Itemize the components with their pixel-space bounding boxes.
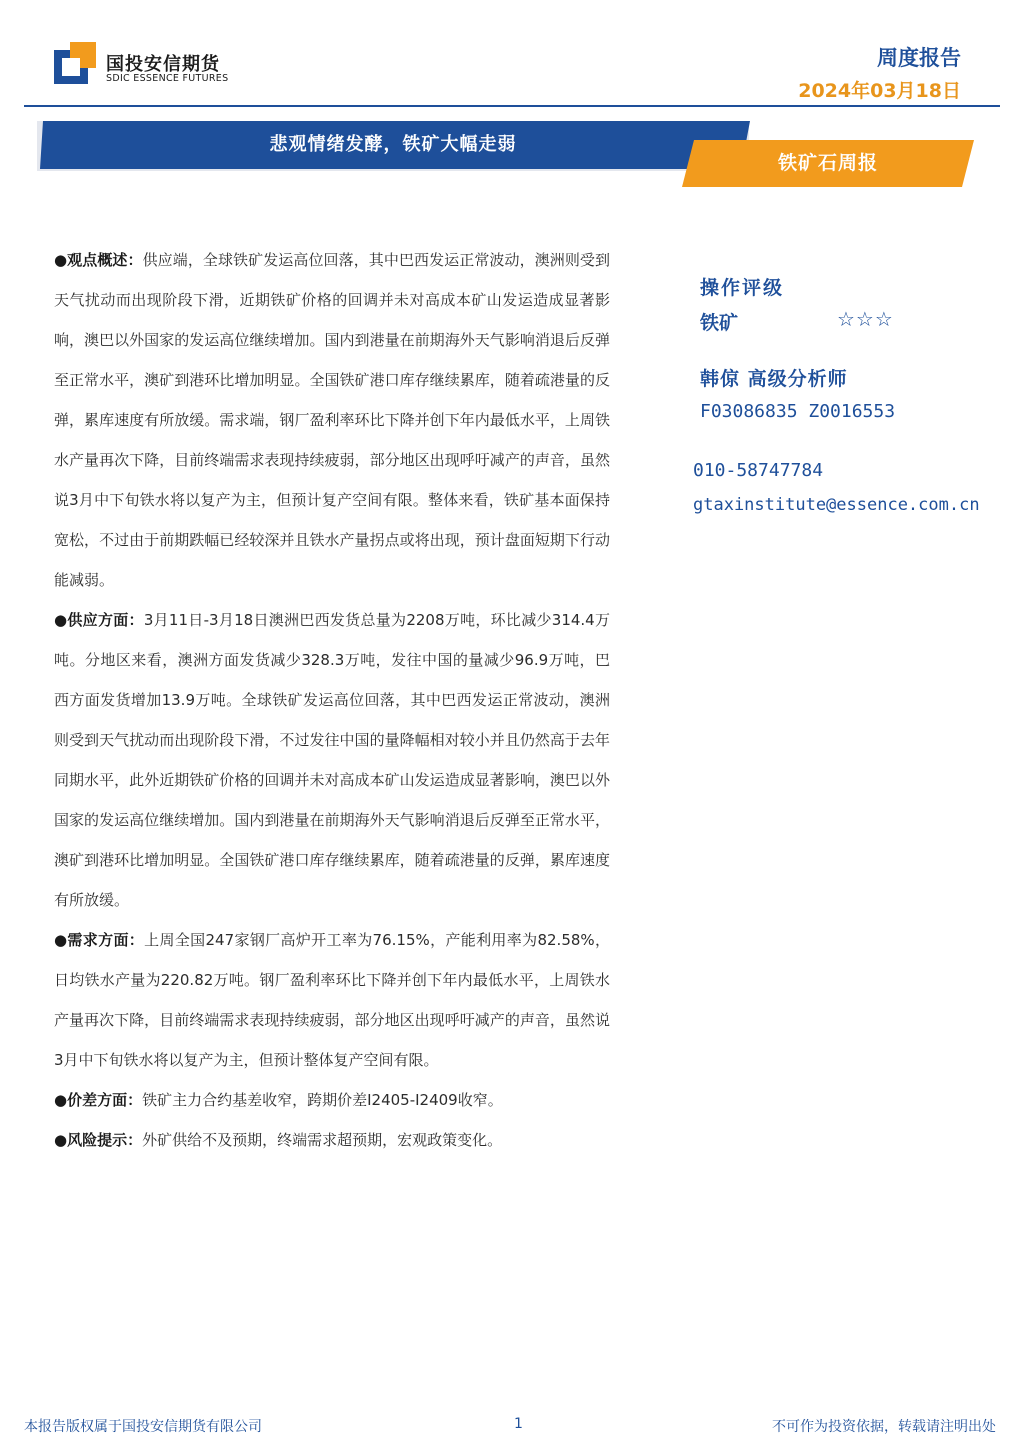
rating-item: 铁矿 — [700, 312, 739, 334]
section-label: ●观点概述： — [54, 251, 143, 269]
section-demand — [54, 920, 610, 1080]
rating-stars-icon: ☆☆☆ — [837, 307, 894, 331]
contact-email[interactable]: gtaxinstitute@essence.com.cn — [693, 495, 980, 515]
category-tab-label: 铁矿石周报 — [777, 152, 878, 174]
section-supply — [54, 600, 610, 920]
section-text: 供应端，全球铁矿发运高位回落，其中巴西发运正常波动，澳洲则受到天气扰动而出现阶段下滑，近期铁矿价格的回调并未对高成本矿山发运造成显著影响，澳巴以外国家的发运高位继续增加。国内到港量在前期海外天气影响消退后反弹至正常水平，澳矿到港环比增加明显。全国铁矿港口库存继续累库，随着疏港量的反弹，累库速度有所放缓。需求端，钢厂盈利率环比下降并创下年内最低水平，上周铁水产量再次下降，目前终端需求表现持续疲弱，部分地区出现呼吁减产的声音，虽然说3月中下旬铁水将以复产为主，但预计复产空间有限。整体来看，铁矿基本面保持宽松，不过由于前期跌幅已经较深并且铁水产量拐点或将出现，预计盘面短期下行动能减弱。 — [54, 251, 610, 589]
company-name-en: SDIC ESSENCE FUTURES — [106, 73, 229, 84]
page-number: 1 — [514, 1416, 523, 1432]
section-label: ●价差方面： — [54, 1091, 143, 1109]
section-label: ●需求方面： — [54, 931, 145, 949]
footer-disclaimer: 不可作为投资依据，转载请注明出处 — [772, 1419, 996, 1435]
analyst-name: 韩倞 高级分析师 — [700, 368, 848, 390]
report-type: 周度报告 — [877, 46, 961, 70]
analyst-codes: F03086835 Z0016553 — [700, 401, 896, 422]
footer-copyright: 本报告版权属于国投安信期货有限公司 — [24, 1419, 262, 1435]
report-date: 2024年03月18日 — [798, 80, 961, 102]
section-label: ●供应方面： — [54, 611, 144, 629]
rating-title: 操作评级 — [700, 277, 785, 299]
section-spread — [54, 1080, 610, 1120]
header-divider — [24, 105, 1000, 107]
company-logo-icon — [54, 42, 96, 84]
report-title: 悲观情绪发酵，铁矿大幅走弱 — [269, 134, 517, 155]
contact-phone: 010-58747784 — [693, 460, 824, 481]
company-name-cn: 国投安信期货 — [106, 54, 220, 75]
report-body — [54, 240, 610, 1160]
section-text: 上周全国247家钢厂高炉开工率为76.15%，产能利用率为82.58%，日均铁水产量为220.82万吨。钢厂盈利率环比下降并创下年内最低水平，上周铁水产量再次下降，目前终端需求表现持续疲弱，部分地区出现呼吁减产的声音，虽然说3月中下旬铁水将以复产为主，但预计整体复产空间有限。 — [54, 931, 610, 1069]
section-text: 3月11日-3月18日澳洲巴西发货总量为2208万吨，环比减少314.4万吨。分地区来看，澳洲方面发货减少328.3万吨，发往中国的量减少96.9万吨，巴西方面发货增加13.9万吨。全球铁矿发运高位回落，其中巴西发运正常波动，澳洲则受到天气扰动而出现阶段下滑，不过发往中国的量降幅相对较小并且仍然高于去年同期水平，此外近期铁矿价格的回调并未对高成本矿山发运造成显著影响，澳巴以外国家的发运高位继续增加。国内到港量在前期海外天气影响消退后反弹至正常水平，澳矿到港环比增加明显。全国铁矿港口库存继续累库，随着疏港量的反弹，累库速度有所放缓。 — [54, 611, 611, 909]
section-text: 外矿供给不及预期，终端需求超预期，宏观政策变化。 — [142, 1131, 503, 1149]
section-label: ●风险提示： — [54, 1131, 143, 1149]
section-summary — [54, 240, 610, 600]
section-risk — [54, 1120, 610, 1160]
section-text: 铁矿主力合约基差收窄，跨期价差I2405-I2409收窄。 — [142, 1091, 503, 1109]
